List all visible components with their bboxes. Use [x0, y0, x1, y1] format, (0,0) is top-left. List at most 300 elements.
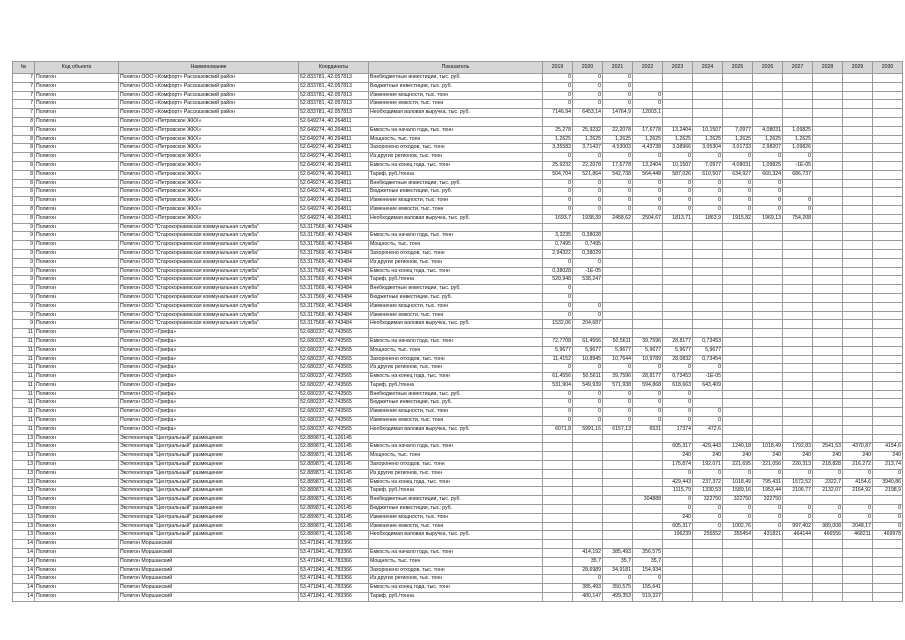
- table-cell[interactable]: 1813,71: [663, 214, 693, 223]
- table-cell[interactable]: 5,9677: [573, 346, 603, 355]
- table-cell[interactable]: 0: [543, 153, 573, 162]
- table-cell[interactable]: 3,35583: [543, 144, 573, 153]
- table-cell[interactable]: [843, 364, 873, 373]
- table-cell[interactable]: [783, 399, 813, 408]
- table-cell[interactable]: [633, 513, 663, 522]
- table-cell[interactable]: [693, 267, 723, 276]
- table-cell[interactable]: [783, 117, 813, 126]
- table-cell[interactable]: 52.649274, 40.264811: [299, 161, 369, 170]
- table-cell[interactable]: [873, 355, 903, 364]
- table-cell[interactable]: 11: [13, 425, 35, 434]
- table-cell[interactable]: Тариф, руб./тонна: [369, 487, 543, 496]
- table-cell[interactable]: 2198,9: [873, 487, 903, 496]
- table-cell[interactable]: [633, 469, 663, 478]
- table-cell[interactable]: 11: [13, 337, 35, 346]
- table-cell[interactable]: 0: [633, 179, 663, 188]
- table-cell[interactable]: 0: [633, 100, 663, 109]
- table-cell[interactable]: Полигон ООО «Грифа»: [119, 337, 299, 346]
- table-cell[interactable]: 3,05304: [693, 144, 723, 153]
- table-cell[interactable]: Полигон ООО «Петровское ЖКХ»: [119, 144, 299, 153]
- table-cell[interactable]: Полигон: [35, 496, 119, 505]
- table-cell[interactable]: Полигон Моршанский: [119, 557, 299, 566]
- table-cell[interactable]: [783, 417, 813, 426]
- table-cell[interactable]: Полигон ООО "Старокорнаевская коммунальная служба": [119, 293, 299, 302]
- table-cell[interactable]: 0: [543, 302, 573, 311]
- table-cell[interactable]: [783, 293, 813, 302]
- table-cell[interactable]: [873, 197, 903, 206]
- table-cell[interactable]: 53.471841, 41.783366: [299, 566, 369, 575]
- table-cell[interactable]: 52.680237, 42.743565: [299, 355, 369, 364]
- table-cell[interactable]: 6157,13: [603, 425, 633, 434]
- table-cell[interactable]: 240: [663, 452, 693, 461]
- table-cell[interactable]: 0,7495: [543, 241, 573, 250]
- table-cell[interactable]: 520,948: [543, 276, 573, 285]
- table-cell[interactable]: 10,1507: [663, 161, 693, 170]
- table-cell[interactable]: [693, 549, 723, 558]
- table-cell[interactable]: 587,026: [663, 170, 693, 179]
- table-cell[interactable]: 0: [723, 505, 753, 514]
- table-cell[interactable]: 571,938: [603, 381, 633, 390]
- table-cell[interactable]: [543, 557, 573, 566]
- table-cell[interactable]: [633, 487, 663, 496]
- table-cell[interactable]: [603, 452, 633, 461]
- table-cell[interactable]: 1572,52: [783, 478, 813, 487]
- column-header[interactable]: Показатель: [369, 62, 543, 74]
- table-cell[interactable]: 594,868: [633, 381, 663, 390]
- table-cell[interactable]: [843, 91, 873, 100]
- table-cell[interactable]: 0: [573, 408, 603, 417]
- table-cell[interactable]: 0: [603, 575, 633, 584]
- table-cell[interactable]: [873, 276, 903, 285]
- table-cell[interactable]: 0: [783, 513, 813, 522]
- table-cell[interactable]: [693, 223, 723, 232]
- table-cell[interactable]: 52.680237, 42.743565: [299, 373, 369, 382]
- table-cell[interactable]: [753, 329, 783, 338]
- table-cell[interactable]: 10,1507: [693, 126, 723, 135]
- table-cell[interactable]: [603, 505, 633, 514]
- table-cell[interactable]: [813, 575, 843, 584]
- table-cell[interactable]: [813, 593, 843, 602]
- table-cell[interactable]: [663, 74, 693, 83]
- table-cell[interactable]: [573, 540, 603, 549]
- table-cell[interactable]: Полигон Моршанский: [119, 549, 299, 558]
- table-cell[interactable]: [843, 82, 873, 91]
- table-cell[interactable]: Изменение емкости, тыс. тонн: [369, 522, 543, 531]
- table-cell[interactable]: [723, 249, 753, 258]
- table-cell[interactable]: [783, 364, 813, 373]
- table-cell[interactable]: [633, 311, 663, 320]
- table-cell[interactable]: 0: [573, 188, 603, 197]
- table-cell[interactable]: 8: [13, 188, 35, 197]
- table-cell[interactable]: 4,08031: [723, 161, 753, 170]
- table-cell[interactable]: [843, 205, 873, 214]
- table-cell[interactable]: 0: [663, 505, 693, 514]
- table-cell[interactable]: [873, 337, 903, 346]
- table-cell[interactable]: [633, 522, 663, 531]
- table-cell[interactable]: 0: [573, 311, 603, 320]
- table-cell[interactable]: [873, 179, 903, 188]
- table-cell[interactable]: [783, 346, 813, 355]
- table-cell[interactable]: Мощность, тыс. тонн: [369, 241, 543, 250]
- table-cell[interactable]: 0: [753, 469, 783, 478]
- table-cell[interactable]: 618,663: [663, 381, 693, 390]
- table-cell[interactable]: Из других регионов, тыс. тонн: [369, 258, 543, 267]
- table-cell[interactable]: [543, 566, 573, 575]
- table-cell[interactable]: [723, 293, 753, 302]
- table-cell[interactable]: Полигон ООО "Старокорнаевская коммунальная служба": [119, 258, 299, 267]
- table-cell[interactable]: 72,7708: [543, 337, 573, 346]
- table-cell[interactable]: [843, 355, 873, 364]
- table-cell[interactable]: [603, 478, 633, 487]
- table-cell[interactable]: [873, 557, 903, 566]
- table-cell[interactable]: [633, 329, 663, 338]
- table-cell[interactable]: 1,2625: [663, 135, 693, 144]
- table-cell[interactable]: 0: [573, 91, 603, 100]
- table-cell[interactable]: [873, 285, 903, 294]
- table-cell[interactable]: 52.889871, 41.126145: [299, 513, 369, 522]
- table-cell[interactable]: [693, 329, 723, 338]
- table-cell[interactable]: 53.317569, 40.743484: [299, 276, 369, 285]
- table-cell[interactable]: [753, 293, 783, 302]
- table-cell[interactable]: [843, 557, 873, 566]
- table-cell[interactable]: 11: [13, 346, 35, 355]
- table-cell[interactable]: [843, 161, 873, 170]
- table-cell[interactable]: [783, 496, 813, 505]
- table-cell[interactable]: [633, 293, 663, 302]
- table-cell[interactable]: 8: [13, 144, 35, 153]
- table-cell[interactable]: [843, 381, 873, 390]
- table-cell[interactable]: [843, 399, 873, 408]
- table-cell[interactable]: Емкость на начало года, тыс. тонн: [369, 126, 543, 135]
- table-cell[interactable]: Полигон: [35, 452, 119, 461]
- table-cell[interactable]: 0: [723, 513, 753, 522]
- table-cell[interactable]: [783, 425, 813, 434]
- table-cell[interactable]: 0: [633, 205, 663, 214]
- table-cell[interactable]: [753, 258, 783, 267]
- table-cell[interactable]: [753, 285, 783, 294]
- table-cell[interactable]: 53.317569, 40.743484: [299, 258, 369, 267]
- table-cell[interactable]: 53.471841, 41.783366: [299, 593, 369, 602]
- table-cell[interactable]: [873, 126, 903, 135]
- table-cell[interactable]: 0: [573, 390, 603, 399]
- table-cell[interactable]: [873, 399, 903, 408]
- table-cell[interactable]: 0: [573, 258, 603, 267]
- table-cell[interactable]: 52.833781, 42.057813: [299, 74, 369, 83]
- table-cell[interactable]: 0: [753, 505, 783, 514]
- table-cell[interactable]: [603, 531, 633, 540]
- table-cell[interactable]: 8: [13, 197, 35, 206]
- table-cell[interactable]: 0: [753, 197, 783, 206]
- table-cell[interactable]: 385,493: [573, 584, 603, 593]
- table-cell[interactable]: 0: [663, 188, 693, 197]
- table-cell[interactable]: [573, 452, 603, 461]
- table-cell[interactable]: [813, 408, 843, 417]
- table-cell[interactable]: [723, 241, 753, 250]
- table-cell[interactable]: 25,278: [543, 126, 573, 135]
- table-cell[interactable]: [813, 82, 843, 91]
- table-cell[interactable]: 469978: [873, 531, 903, 540]
- table-cell[interactable]: [873, 593, 903, 602]
- table-cell[interactable]: 0: [693, 179, 723, 188]
- table-cell[interactable]: 0: [663, 408, 693, 417]
- table-cell[interactable]: 2322,7: [813, 478, 843, 487]
- table-cell[interactable]: 0: [573, 100, 603, 109]
- table-cell[interactable]: [783, 408, 813, 417]
- table-cell[interactable]: [843, 214, 873, 223]
- table-cell[interactable]: Необходимая валовая выручка, тыс. руб.: [369, 320, 543, 329]
- table-cell[interactable]: 22,2078: [573, 161, 603, 170]
- table-cell[interactable]: [573, 461, 603, 470]
- table-cell[interactable]: [573, 223, 603, 232]
- table-cell[interactable]: [753, 425, 783, 434]
- table-cell[interactable]: 53.471841, 41.783366: [299, 549, 369, 558]
- table-cell[interactable]: [873, 249, 903, 258]
- table-cell[interactable]: Полигон: [35, 346, 119, 355]
- table-cell[interactable]: 3,01733: [723, 144, 753, 153]
- table-cell[interactable]: 1018,49: [753, 443, 783, 452]
- table-cell[interactable]: 0: [633, 399, 663, 408]
- table-cell[interactable]: [723, 74, 753, 83]
- table-cell[interactable]: Полигон: [35, 373, 119, 382]
- table-cell[interactable]: [573, 478, 603, 487]
- table-cell[interactable]: 3,08966: [663, 144, 693, 153]
- table-cell[interactable]: 13: [13, 434, 35, 443]
- table-cell[interactable]: 6453,14: [573, 109, 603, 118]
- table-cell[interactable]: [753, 417, 783, 426]
- table-cell[interactable]: [603, 267, 633, 276]
- table-cell[interactable]: 0,73453: [693, 337, 723, 346]
- table-cell[interactable]: 35,7: [633, 557, 663, 566]
- table-cell[interactable]: [873, 496, 903, 505]
- table-cell[interactable]: 0: [603, 408, 633, 417]
- table-cell[interactable]: [813, 320, 843, 329]
- table-cell[interactable]: 0: [723, 197, 753, 206]
- table-cell[interactable]: 13: [13, 478, 35, 487]
- table-cell[interactable]: 464144: [783, 531, 813, 540]
- table-cell[interactable]: 0: [543, 364, 573, 373]
- table-cell[interactable]: 52.680237, 42.743565: [299, 399, 369, 408]
- table-cell[interactable]: [603, 241, 633, 250]
- table-cell[interactable]: 52.649274, 40.264811: [299, 205, 369, 214]
- table-cell[interactable]: 221,056: [753, 461, 783, 470]
- table-cell[interactable]: Полигон ООО «Петровское ЖКХ»: [119, 153, 299, 162]
- table-cell[interactable]: Полигон ООО "Старокорнаевская коммунальная служба": [119, 241, 299, 250]
- table-cell[interactable]: [873, 205, 903, 214]
- table-cell[interactable]: [783, 390, 813, 399]
- table-cell[interactable]: 52.889871, 41.126145: [299, 522, 369, 531]
- table-cell[interactable]: [633, 74, 663, 83]
- table-cell[interactable]: 1240,18: [723, 443, 753, 452]
- table-cell[interactable]: Полигон Моршанский: [119, 575, 299, 584]
- table-cell[interactable]: [633, 117, 663, 126]
- table-cell[interactable]: [693, 390, 723, 399]
- table-cell[interactable]: [843, 74, 873, 83]
- table-cell[interactable]: 0: [573, 197, 603, 206]
- table-cell[interactable]: Полигон: [35, 144, 119, 153]
- table-cell[interactable]: [633, 531, 663, 540]
- table-cell[interactable]: [783, 223, 813, 232]
- table-cell[interactable]: 28,8177: [633, 373, 663, 382]
- table-cell[interactable]: 28,8177: [663, 337, 693, 346]
- table-cell[interactable]: [783, 74, 813, 83]
- table-cell[interactable]: [813, 126, 843, 135]
- table-cell[interactable]: 0: [813, 513, 843, 522]
- column-header[interactable]: №: [13, 62, 35, 74]
- table-cell[interactable]: 2504,67: [633, 214, 663, 223]
- table-cell[interactable]: [843, 346, 873, 355]
- table-cell[interactable]: Полигон: [35, 390, 119, 399]
- table-cell[interactable]: [783, 302, 813, 311]
- table-cell[interactable]: [543, 549, 573, 558]
- table-cell[interactable]: [753, 408, 783, 417]
- table-cell[interactable]: Емкость на конец года, тыс. тонн: [369, 584, 543, 593]
- table-cell[interactable]: [783, 381, 813, 390]
- table-cell[interactable]: [573, 329, 603, 338]
- table-cell[interactable]: [873, 170, 903, 179]
- table-cell[interactable]: [813, 425, 843, 434]
- table-cell[interactable]: [813, 566, 843, 575]
- table-cell[interactable]: [753, 549, 783, 558]
- table-cell[interactable]: 9: [13, 311, 35, 320]
- table-cell[interactable]: [843, 241, 873, 250]
- table-cell[interactable]: [753, 74, 783, 83]
- table-cell[interactable]: 795,431: [753, 478, 783, 487]
- table-cell[interactable]: Полигон: [35, 399, 119, 408]
- table-cell[interactable]: [633, 82, 663, 91]
- table-cell[interactable]: 322750: [723, 496, 753, 505]
- table-cell[interactable]: [663, 285, 693, 294]
- table-cell[interactable]: [843, 575, 873, 584]
- table-cell[interactable]: 52.889871, 41.126145: [299, 434, 369, 443]
- table-cell[interactable]: [783, 276, 813, 285]
- column-header[interactable]: 2027: [783, 62, 813, 74]
- table-cell[interactable]: 0: [573, 399, 603, 408]
- table-cell[interactable]: 0,38028: [573, 232, 603, 241]
- table-cell[interactable]: 52.649274, 40.264811: [299, 126, 369, 135]
- table-cell[interactable]: Экотехнопарк "Центральный" размещение: [119, 469, 299, 478]
- table-cell[interactable]: 0: [813, 469, 843, 478]
- table-cell[interactable]: 1,09825: [783, 126, 813, 135]
- table-cell[interactable]: 52.649274, 40.264811: [299, 144, 369, 153]
- table-cell[interactable]: 39,7596: [633, 337, 663, 346]
- table-cell[interactable]: 0: [663, 469, 693, 478]
- table-cell[interactable]: 0: [543, 74, 573, 83]
- column-header[interactable]: 2028: [813, 62, 843, 74]
- table-cell[interactable]: Полигон ООО «Грифа»: [119, 399, 299, 408]
- table-cell[interactable]: 549,939: [573, 381, 603, 390]
- table-cell[interactable]: 0: [873, 522, 903, 531]
- table-cell[interactable]: [873, 74, 903, 83]
- table-cell[interactable]: 0: [543, 100, 573, 109]
- table-cell[interactable]: [723, 100, 753, 109]
- table-cell[interactable]: [843, 197, 873, 206]
- table-cell[interactable]: [843, 540, 873, 549]
- table-cell[interactable]: Необходимая валовая выручка, тыс. руб.: [369, 109, 543, 118]
- table-cell[interactable]: Полигон Моршанский: [119, 540, 299, 549]
- table-cell[interactable]: 9: [13, 232, 35, 241]
- table-cell[interactable]: 52.889871, 41.126145: [299, 452, 369, 461]
- table-cell[interactable]: 0: [663, 205, 693, 214]
- table-cell[interactable]: 53.317569, 40.743484: [299, 223, 369, 232]
- table-cell[interactable]: [723, 390, 753, 399]
- table-cell[interactable]: 52.649274, 40.264811: [299, 179, 369, 188]
- table-cell[interactable]: 13: [13, 443, 35, 452]
- table-cell[interactable]: [843, 320, 873, 329]
- table-cell[interactable]: Полигон: [35, 540, 119, 549]
- table-cell[interactable]: [783, 82, 813, 91]
- table-cell[interactable]: [723, 434, 753, 443]
- table-cell[interactable]: [813, 241, 843, 250]
- table-cell[interactable]: Полигон: [35, 293, 119, 302]
- table-cell[interactable]: 53.317569, 40.743484: [299, 241, 369, 250]
- table-cell[interactable]: 4154,6: [873, 443, 903, 452]
- table-cell[interactable]: [783, 434, 813, 443]
- table-cell[interactable]: [873, 267, 903, 276]
- table-cell[interactable]: [543, 117, 573, 126]
- table-cell[interactable]: 355454: [723, 531, 753, 540]
- table-cell[interactable]: [873, 91, 903, 100]
- table-cell[interactable]: 17,6778: [603, 161, 633, 170]
- table-cell[interactable]: [723, 302, 753, 311]
- table-cell[interactable]: [873, 109, 903, 118]
- table-cell[interactable]: [693, 311, 723, 320]
- table-cell[interactable]: 52.889871, 41.126145: [299, 461, 369, 470]
- table-cell[interactable]: 3,71437: [573, 144, 603, 153]
- table-cell[interactable]: 7: [13, 100, 35, 109]
- table-cell[interactable]: 53.471841, 41.783366: [299, 540, 369, 549]
- table-cell[interactable]: [693, 109, 723, 118]
- table-cell[interactable]: [813, 267, 843, 276]
- table-cell[interactable]: [693, 74, 723, 83]
- table-cell[interactable]: 2164,92: [843, 487, 873, 496]
- table-cell[interactable]: 356,575: [633, 549, 663, 558]
- table-cell[interactable]: 13,2404: [663, 126, 693, 135]
- table-cell[interactable]: [693, 540, 723, 549]
- table-cell[interactable]: Мощность, тыс. тонн: [369, 346, 543, 355]
- table-cell[interactable]: 28,6989: [573, 566, 603, 575]
- table-cell[interactable]: [723, 311, 753, 320]
- table-cell[interactable]: [843, 584, 873, 593]
- table-cell[interactable]: [573, 522, 603, 531]
- table-cell[interactable]: [753, 276, 783, 285]
- table-cell[interactable]: [663, 584, 693, 593]
- column-header[interactable]: Наименование: [119, 62, 299, 74]
- table-cell[interactable]: 3940,86: [873, 478, 903, 487]
- table-cell[interactable]: 0: [543, 417, 573, 426]
- table-cell[interactable]: Полигон ООО "Старокорнаевская коммунальная служба": [119, 320, 299, 329]
- table-cell[interactable]: [369, 223, 543, 232]
- table-cell[interactable]: 0: [663, 496, 693, 505]
- table-cell[interactable]: 204,687: [573, 320, 603, 329]
- table-cell[interactable]: Полигон ООО «Петровское ЖКХ»: [119, 170, 299, 179]
- table-cell[interactable]: 429,443: [663, 478, 693, 487]
- table-cell[interactable]: 0: [543, 179, 573, 188]
- table-cell[interactable]: [843, 276, 873, 285]
- table-cell[interactable]: [783, 232, 813, 241]
- table-cell[interactable]: 14: [13, 575, 35, 584]
- table-cell[interactable]: Полигон: [35, 557, 119, 566]
- table-cell[interactable]: [873, 82, 903, 91]
- table-cell[interactable]: [753, 399, 783, 408]
- table-cell[interactable]: [843, 117, 873, 126]
- table-cell[interactable]: 0: [543, 311, 573, 320]
- table-cell[interactable]: Полигон: [35, 478, 119, 487]
- table-cell[interactable]: 8: [13, 205, 35, 214]
- table-cell[interactable]: [603, 469, 633, 478]
- table-cell[interactable]: Емкость на конец года, тыс. тонн: [369, 373, 543, 382]
- table-cell[interactable]: 0: [603, 74, 633, 83]
- table-cell[interactable]: [813, 417, 843, 426]
